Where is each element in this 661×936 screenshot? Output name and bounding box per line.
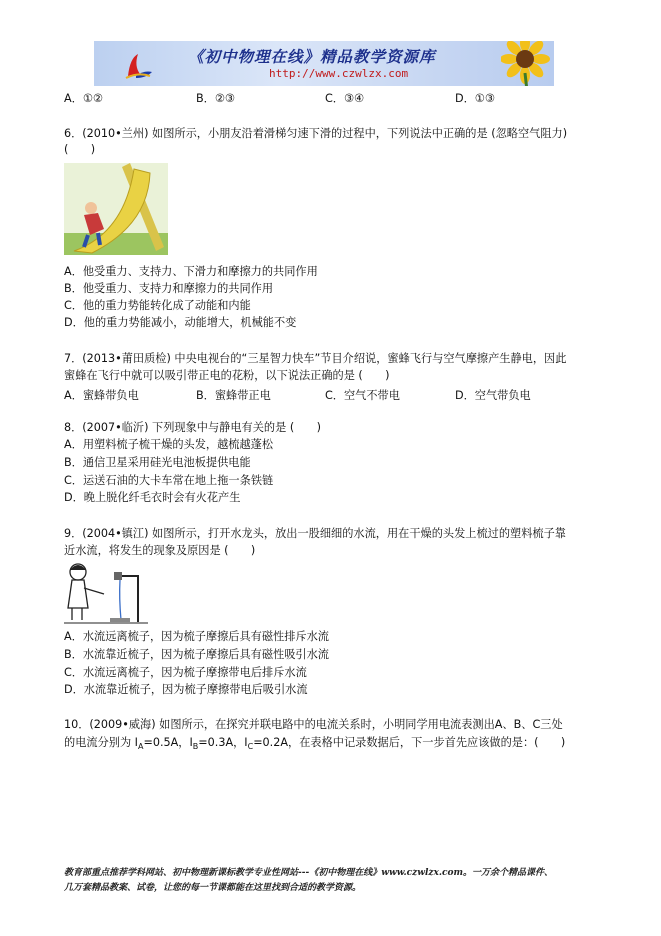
q9-option-c: C．水流远离梳子，因为梳子摩擦带电后排斥水流 <box>64 666 307 679</box>
q9-stem-line2: 近水流，将发生的现象及原因是 ( ) <box>64 544 256 557</box>
footer-line2: 几万套精品教案、试卷，让您的每一节课都能在这里找到合适的教学资源。 <box>64 883 362 893</box>
q9-option-d: D．水流靠近梳子，因为梳子摩擦带电后吸引水流 <box>64 683 308 696</box>
q5-option-c: C．③④ <box>325 92 365 105</box>
banner-title: 《初中物理在线》精品教学资源库 <box>188 47 436 66</box>
q7-option-d: D．空气带负电 <box>455 389 531 402</box>
header-banner <box>94 41 554 86</box>
banner-url[interactable]: http://www.czwlzx.com <box>269 67 409 80</box>
q8-option-b: B．通信卫星采用硅光电池板提供电能 <box>64 456 251 469</box>
q8-option-d: D．晚上脱化纤毛衣时会有火花产生 <box>64 491 241 504</box>
q10-stem-line2: 的电流分别为 $I_A=0.5A$，$I_B=0.3A$，$I_C=0.2A$，在表格中记录数据后，下一步首先应该做的是：( ) <box>64 736 566 752</box>
q6-option-a: A．他受重力、支持力、下滑力和摩擦力的共同作用 <box>64 265 318 278</box>
q6-option-b: B．他受重力、支持力和摩擦力的共同作用 <box>64 282 274 295</box>
q9-stem-line1: 9．(2004•镇江) 如图所示，打开水龙头，放出一股细细的水流，用在干燥的头发上梳过的塑料梳子靠 <box>64 527 566 540</box>
q7-stem-line1: 7．(2013•莆田质检) 中央电视台的“三星智力快车”节目介绍说，蜜蜂飞行与空气摩擦产生静电，因此 <box>64 352 567 365</box>
q10-stem-line1: 10．(2009•威海) 如图所示，在探究并联电路中的电流关系时，小明同学用电流表测出A、B、C三处 <box>64 718 563 731</box>
q6-stem-line1: 6．(2010•兰州) 如图所示，小朋友沿着滑梯匀速下滑的过程中，下列说法中正确的是 (忽略空气阻力) <box>64 127 568 140</box>
q8-option-c: C．运送石油的大卡车常在地上拖一条铁链 <box>64 474 274 487</box>
q7-option-a: A．蜜蜂带负电 <box>64 389 139 402</box>
sunflower-icon <box>501 41 553 86</box>
slide-figure <box>64 163 168 255</box>
faucet-figure <box>64 562 148 624</box>
q7-stem-line2: 蜜蜂在飞行中就可以吸引带正电的花粉，以下说法正确的是 ( ) <box>64 369 390 382</box>
q5-option-b: B．②③ <box>196 92 235 105</box>
site-logo <box>124 52 154 80</box>
q7-option-c: C．空气不带电 <box>325 389 400 402</box>
q8-option-a: A．用塑料梳子梳干燥的头发，越梳越蓬松 <box>64 438 274 451</box>
q9-option-a: A．水流远离梳子，因为梳子摩擦后具有磁性排斥水流 <box>64 630 329 643</box>
q5-option-a: A．①② <box>64 92 103 105</box>
footer-line1: 教育部重点推荐学科网站、初中物理新课标教学专业性网站---《初中物理在线》www.czwlzx.com。一万余个精品课件、 <box>64 868 554 878</box>
q6-option-c: C．他的重力势能转化成了动能和内能 <box>64 299 251 312</box>
q6-option-d: D．他的重力势能减小，动能增大，机械能不变 <box>64 316 297 329</box>
q7-option-b: B．蜜蜂带正电 <box>196 389 271 402</box>
q5-option-d: D．①③ <box>455 92 495 105</box>
q8-stem: 8．(2007•临沂) 下列现象中与静电有关的是 ( ) <box>64 421 321 434</box>
q6-stem-line2: ( ) <box>64 143 96 156</box>
q9-option-b: B．水流靠近梳子，因为梳子摩擦后具有磁性吸引水流 <box>64 648 329 661</box>
